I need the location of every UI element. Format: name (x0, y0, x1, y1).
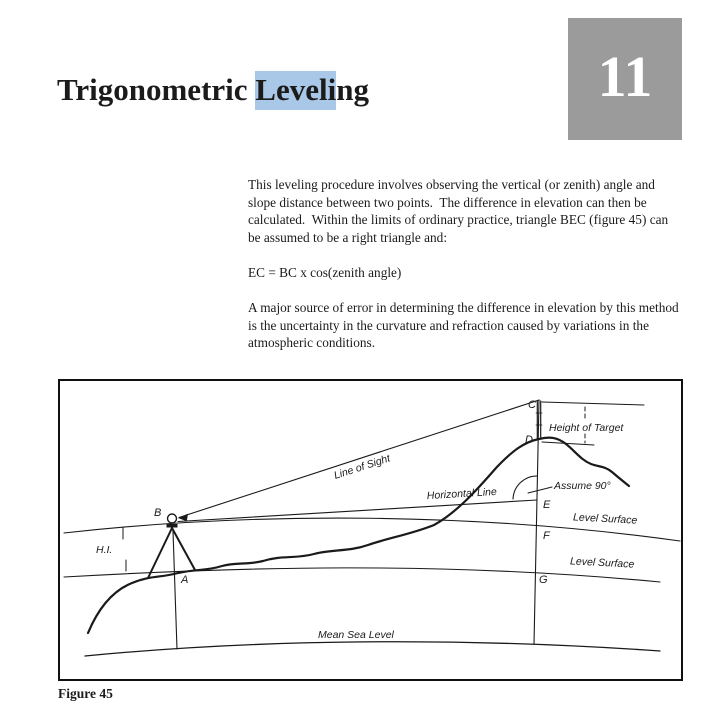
point-label-B: B (154, 507, 162, 519)
figure-45-frame (58, 379, 683, 681)
right-angle-arc (513, 476, 538, 499)
title-text-post: ng (336, 72, 369, 107)
label-level-surface-lower: Level Surface (569, 555, 635, 571)
vertical-line-CG (534, 400, 539, 644)
paragraph-1: This leveling procedure involves observing the vertical (or zenith) angle and slope distance between two points. The difference in elevation can then be calculated. Within the limits of ordinary practice, triangle BEC (figure 45) can be assumed to be a right triangle and: (248, 177, 669, 245)
sight-arrowhead (178, 514, 188, 521)
figure-caption: Figure 45 (58, 686, 113, 701)
formula-text: EC = BC x cos(zenith angle) (248, 264, 402, 280)
label-mean-sea-level: Mean Sea Level (318, 629, 394, 641)
label-height-of-target: Height of Target (549, 422, 624, 434)
label-horizontal-line: Horizontal Line (426, 485, 498, 503)
point-label-A: A (181, 574, 189, 586)
point-label-F: F (543, 530, 550, 542)
assume-90-leader-line (528, 487, 552, 493)
paragraph-2: A major source of error in determining the difference in elevation by this method is the uncertainty in the curvature and refraction caused by variations in the atmospheric conditions. (248, 300, 679, 351)
point-label-E: E (543, 499, 551, 511)
title-text-highlighted: Leveli (255, 71, 336, 110)
trigonometric-leveling-diagram (60, 381, 681, 679)
point-label-D: D (525, 434, 533, 446)
label-level-surface-upper: Level Surface (572, 511, 638, 527)
chapter-number: 11 (597, 44, 653, 109)
line-of-sight (179, 400, 539, 518)
body-text (248, 176, 703, 352)
label-height-of-instrument: H.I. (96, 544, 113, 556)
level-surface-lower-curve (64, 568, 660, 582)
label-line-of-sight: Line of Sight (332, 452, 392, 482)
hi-dimension-ticks (123, 527, 126, 571)
plumb-line-BA (173, 531, 177, 649)
formula-line (248, 264, 703, 282)
chapter-number-box (568, 18, 682, 140)
survey-instrument-icon (148, 514, 195, 578)
point-label-C: C (528, 399, 536, 411)
label-assume-90: Assume 90° (554, 480, 611, 492)
page-title (57, 72, 369, 108)
mean-sea-level-curve (85, 642, 660, 656)
point-label-G: G (539, 574, 548, 586)
title-text-pre: Trigonometric (57, 72, 256, 107)
